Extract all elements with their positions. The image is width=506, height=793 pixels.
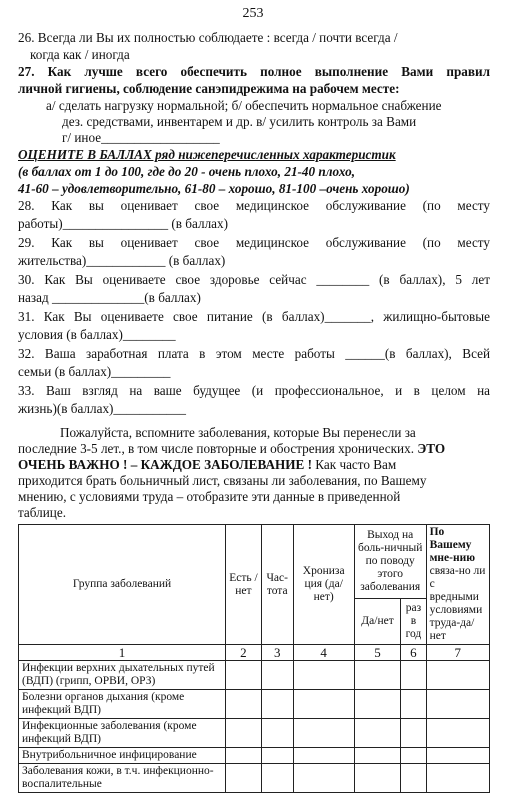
q27-line2: личной гигиены, соблюдение санэпидрежима на рабочем месте: [18,81,400,96]
cell-est[interactable] [225,764,261,793]
col-num-6: 6 [401,645,426,661]
q27-option-b-cont: дез. средствами, инвентарем и др. в/ усилить контроль за Вами [62,114,417,129]
cell-raz[interactable] [401,690,426,719]
cell-raz[interactable] [401,748,426,764]
q27-option-g: г/ иное__________________ [62,130,220,145]
header-opinion: По Вашему мне-нию связа-но ли с вредными условиями труда-да/нет [426,525,489,645]
table-row [19,748,490,764]
q29-line2: жительства)____________ (в баллах) [18,253,226,268]
header-da-net: Да/нет [354,599,400,645]
cell-opinion[interactable] [426,748,489,764]
row-label: Инфекции верхних дыхательных путей (ВДП) (грипп, ОРВИ, ОРЗ) [19,661,226,690]
row-label: Болезни органов дыхания (кроме инфекций ВДП) [19,690,226,719]
cell-est[interactable] [225,690,261,719]
intro-line4: приходится брать больничный лист, связаны ли заболевания, по Вашему [18,473,427,488]
cell-opinion[interactable] [426,661,489,690]
page-number: 253 [242,6,264,21]
cell-danet[interactable] [354,719,400,748]
q29-line1: 29. Как вы оценивает свое медицинское обслуживание (по месту [18,235,490,250]
row-label: Инфекционные заболевания (кроме инфекций ВДП) [19,719,226,748]
q27-option-a-b: а/ сделать нагрузку нормальной; б/ обеспечить нормальное снабжение [46,98,442,113]
q32-line2: семьи (в баллах)_________ [18,364,171,379]
cell-opinion[interactable] [426,764,489,793]
cell-chastota[interactable] [261,764,293,793]
header-group: Группа заболеваний [19,525,226,645]
q30-line1: 30. Как Вы оцениваете свое здоровье сейчас ________ (в баллах), 5 лет [18,272,490,287]
cell-raz[interactable] [401,661,426,690]
header-chastota: Час-тота [261,525,293,645]
table-row [19,719,490,748]
table-row [19,661,490,690]
cell-danet[interactable] [354,690,400,719]
intro-line5: мнению, с условиями труда – отобразите эти данные в приведенной [18,489,401,504]
intro-line2: последние 3-5 лет., в том числе повторные и обострения хронических. ЭТО [18,441,446,456]
header-hronizaciya: Хрониза ция (да/нет) [293,525,354,645]
cell-opinion[interactable] [426,719,489,748]
cell-hron[interactable] [293,764,354,793]
row-label: Внутрибольничное инфицирование [19,748,226,764]
intro-line1: Пожалуйста, вспомните заболевания, которые Вы перенесли за [60,425,416,440]
q32-line1: 32. Ваша заработная плата в этом месте работы ______(в баллах), Всей [18,346,490,361]
col-num-5: 5 [354,645,400,661]
header-raz-v-god: раз в год [401,599,426,645]
col-num-2: 2 [225,645,261,661]
cell-opinion[interactable] [426,690,489,719]
q28-line2: работы)________________ (в баллах) [18,216,228,231]
q26-line1: 26. Всегда ли Вы их полностью соблюдаете : всегда / почти всегда / [18,30,398,45]
rating-scale-line1: (в баллах от 1 до 100, где до 20 - очень плохо, 21-40 плохо, [18,164,355,179]
cell-chastota[interactable] [261,748,293,764]
q31-line2: условия (в баллах)________ [18,327,176,342]
table-row [19,764,490,793]
cell-hron[interactable] [293,748,354,764]
header-vyhod: Выход на боль-ничный по поводу этого заболевания [354,525,426,599]
rating-scale-line2: 41-60 – удовлетворительно, 61-80 – хорошо, 81-100 –очень хорошо) [18,181,410,196]
intro-line3: ОЧЕНЬ ВАЖНО ! – КАЖДОЕ ЗАБОЛЕВАНИЕ ! Как часто Вам [18,457,397,472]
col-num-3: 3 [261,645,293,661]
cell-danet[interactable] [354,748,400,764]
header-est: Есть / нет [225,525,261,645]
cell-chastota[interactable] [261,661,293,690]
col-num-4: 4 [293,645,354,661]
cell-hron[interactable] [293,690,354,719]
cell-chastota[interactable] [261,690,293,719]
q33-line1: 33. Ваш взгляд на ваше будущее (и профессиональное, и в целом на [18,383,490,398]
cell-danet[interactable] [354,661,400,690]
q31-line1: 31. Как Вы оцениваете свое питание (в баллах)_______, жилищно-бытовые [18,309,490,324]
rating-heading: ОЦЕНИТЕ В БАЛЛАХ ряд нижеперечисленных характеристик [18,147,396,162]
column-numbers-row [19,645,490,661]
cell-chastota[interactable] [261,719,293,748]
cell-raz[interactable] [401,764,426,793]
q27-line1: 27. Как лучше всего обеспечить полное выполнение Вами правил [18,64,490,79]
cell-est[interactable] [225,748,261,764]
disease-table [18,524,490,793]
cell-hron[interactable] [293,719,354,748]
q28-line1: 28. Как вы оценивает свое медицинское обслуживание (по месту [18,198,490,213]
cell-hron[interactable] [293,661,354,690]
intro-line6: таблице. [18,505,67,520]
cell-raz[interactable] [401,719,426,748]
row-label: Заболевания кожи, в т.ч. инфекционно-воспалительные [19,764,226,793]
col-num-7: 7 [426,645,489,661]
cell-est[interactable] [225,661,261,690]
col-num-1: 1 [19,645,226,661]
table-row [19,690,490,719]
q30-line2: назад ______________(в баллах) [18,290,201,305]
q33-line2: жизнь)(в баллах)___________ [18,401,186,416]
q26-line2: когда как / иногда [30,47,130,62]
cell-est[interactable] [225,719,261,748]
cell-danet[interactable] [354,764,400,793]
